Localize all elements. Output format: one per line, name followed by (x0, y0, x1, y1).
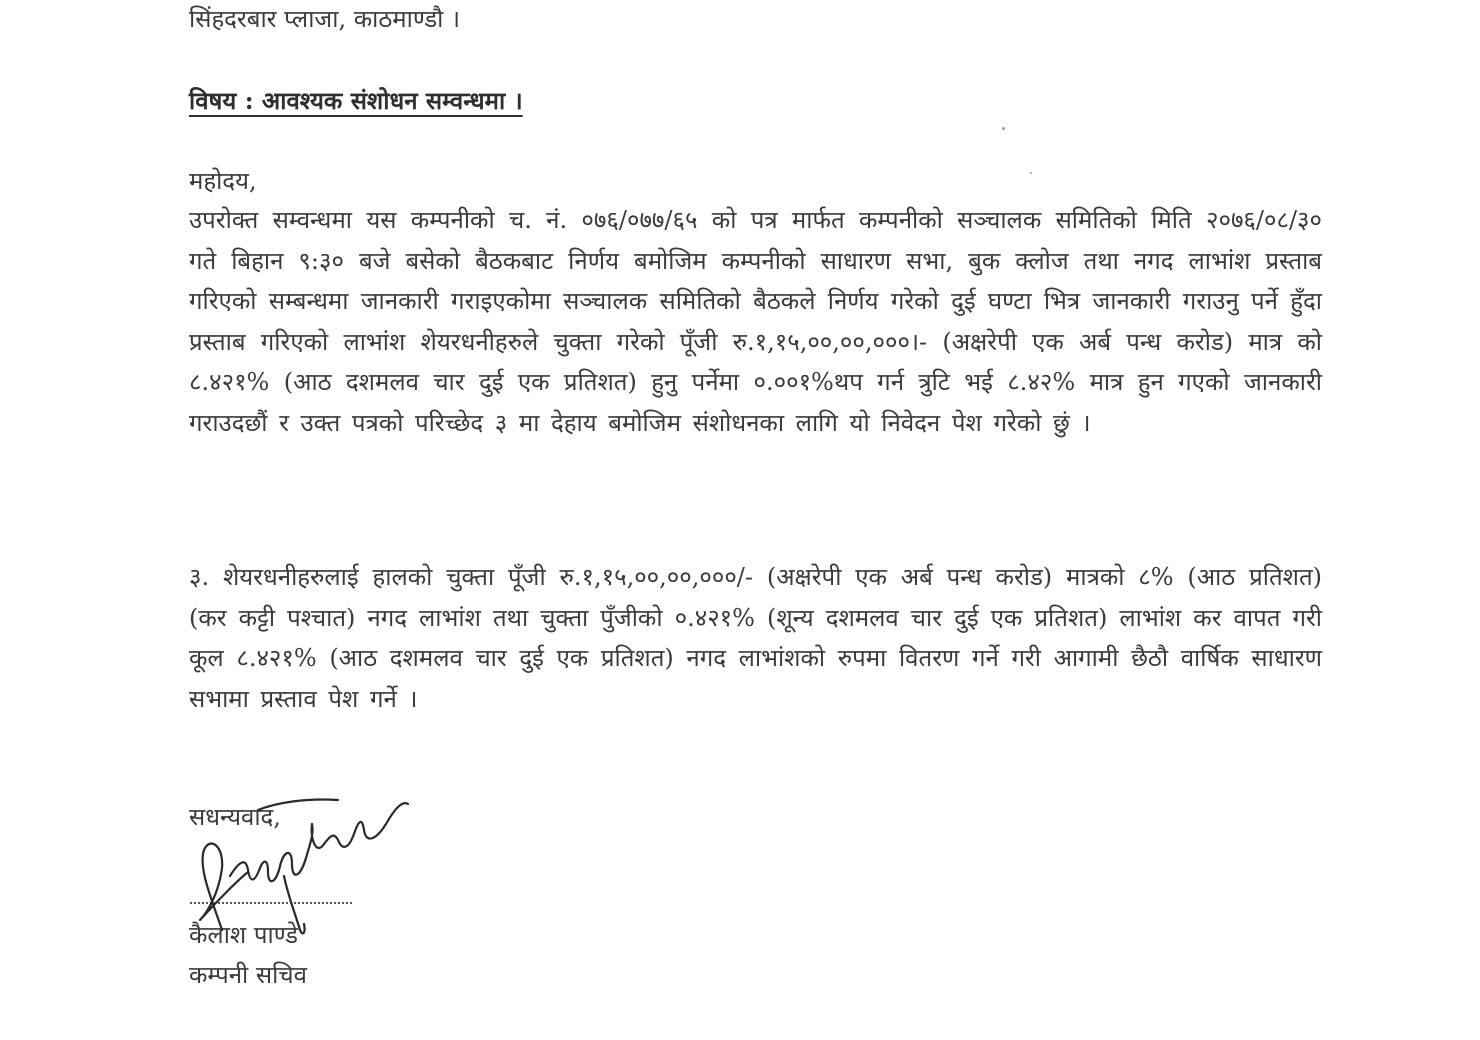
scan-speck (1002, 127, 1005, 130)
scan-speck (1030, 172, 1032, 174)
handwritten-signature (188, 780, 418, 940)
address-line: सिंहदरबार प्लाजा, काठमाण्डौ । (189, 5, 461, 33)
signer-title: कम्पनी सचिव (189, 961, 307, 989)
subject-line: विषय : आवश्यक संशोधन सम्वन्धमा । (189, 86, 523, 115)
signer-name: कैलाश पाण्डे (189, 921, 298, 949)
closing-line: सधन्यवाद, (189, 803, 281, 831)
salutation: महोदय, (189, 167, 257, 195)
body-paragraph-2: ३. शेयरधनीहरुलाई हालको चुक्ता पूँजी रु.१,१५,००,००,०००/- (अक्षरेपी एक अर्ब पन्ध करोड) मात्रको ८% (आठ प्रतिशत) (कर कट्टी पश्चात) नगद लाभांश तथा चुक्ता पुँजीको ०.४२१% (शून्य दशमलव चार दुई एक प्रतिशत) लाभांश कर वापत गरी कूल ८.४२१% (आठ दशमलव चार दुई एक प्रतिशत) नगद लाभांशको रुपमा वितरण गर्ने गरी आगामी छैठौ वार्षिक साधारण सभामा प्रस्ताव पेश गर्ने । (189, 563, 1322, 713)
body-paragraph-1: उपरोक्त सम्वन्धमा यस कम्पनीको च. नं. ०७६/०७७/६५ को पत्र मार्फत कम्पनीको सञ्चालक समितिको मिति २०७६/०८/३० गते बिहान ९:३० बजे बसेको बैठकबाट निर्णय बमोजिम कम्पनीको साधारण सभा, बुक क्लोज तथा नगद लाभांश प्रस्ताब गरिएको सम्बन्धमा जानकारी गराइएकोमा सञ्चालक समितिको बैठकले निर्णय गरेको दुई घण्टा भित्र जानकारी गराउनु पर्ने हुँदा प्रस्ताब गरिएको लाभांश शेयरधनीहरुले चुक्ता गरेको पूँजी रु.१,१५,००,००,०००।- (अक्षरेपी एक अर्ब पन्ध करोड) मात्र को ८.४२१% (आठ दशमलव चार दुई एक प्रतिशत) हुनु पर्नेमा ०.००१%थप गर्न त्रुटि भई ८.४२% मात्र हुन गएको जानकारी गराउदछौं र उक्त पत्रको परिच्छेद ३ मा देहाय बमोजिम संशोधनका लागि यो निवेदन पेश गरेको छुं । (189, 206, 1322, 437)
